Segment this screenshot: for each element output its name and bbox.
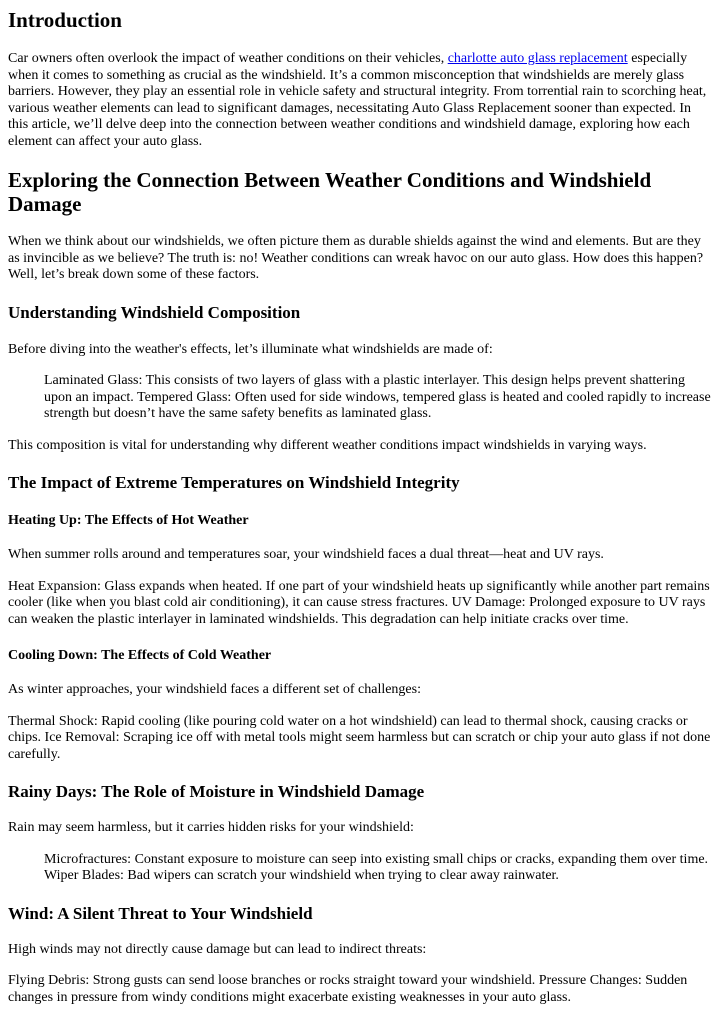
cold-weather-intro: As winter approaches, your windshield faces a different set of challenges: (8, 682, 421, 697)
rain-heading: Rainy Days: The Role of Moisture in Windshield Damage (8, 782, 425, 801)
rain-paragraph: Rain may seem harmless, but it carries hidden risks for your windshield: (8, 820, 414, 835)
composition-heading: Understanding Windshield Composition (8, 302, 301, 322)
temperatures-heading: The Impact of Extreme Temperatures on Windshield Integrity (8, 473, 460, 492)
intro-paragraph (8, 51, 712, 150)
hot-weather-heading: Heating Up: The Effects of Hot Weather (8, 513, 249, 528)
wind-heading: Wind: A Silent Threat to Your Windshield (8, 903, 313, 923)
hot-weather-details: Heat Expansion: Glass expands when heated. If one part of your windshield heats up significantly while another part remains cooler (like when you blast cold air conditioning), it can cause stress fractures. UV Damage: Prolonged exposure to UV rays can weaken the plastic interlayer in laminated windshields. This degradation can help initiate cracks over time. (8, 578, 710, 627)
exploring-heading: Exploring the Connection Between Weather Conditions and Windshield Damage (8, 168, 652, 216)
exploring-paragraph: When we think about our windshields, we often picture them as durable shields against the wind and elements. But are they as invincible as we believe? The truth is: no! Weather conditions can wreak havoc on our auto glass. How does this happen? Well, let’s break down some of these factors. (8, 234, 704, 282)
cold-weather-details: Thermal Shock: Rapid cooling (like pouring cold water on a hot windshield) can lead to thermal shock, causing cracks or chips. Ice Removal: Scraping ice off with metal tools might seem harmless but can scratch or chip your auto glass if not done carefully. (8, 713, 711, 762)
intro-text-after-link: especially when it comes to something as crucial as the windshield. It’s a common misconception that windshields are merely glass barriers. However, they play an essential role in vehicle safety and structural integrity. From torrential rain to scorching heat, various weather elements can lead to significant damages, necessitating Auto Glass Replacement sooner than expected. In this article, we’ll delve deep into the connection between weather conditions and windshield damage, exploring how each element can affect your auto glass. (8, 51, 707, 149)
composition-note: This composition is vital for understanding why different weather conditions impact windshields in varying ways. (8, 437, 647, 453)
composition-paragraph: Before diving into the weather's effects, let’s illuminate what windshields are made of: (8, 341, 493, 357)
charlotte-auto-glass-link[interactable]: charlotte auto glass replacement (447, 51, 628, 66)
wind-details: Flying Debris: Strong gusts can send loose branches or rocks straight toward your windshield. Pressure Changes: Sudden changes in pressure from windy conditions might exacerbate existing weaknesses in your auto glass. (8, 973, 688, 1005)
wind-intro: High winds may not directly cause damage but can lead to indirect threats: (8, 941, 427, 957)
hot-weather-intro: When summer rolls around and temperatures soar, your windshield faces a dual threat—heat and UV rays. (8, 547, 604, 562)
rain-blockquote: Microfractures: Constant exposure to moisture can seep into existing small chips or cracks, expanding them over time. Wiper Blades: Bad wipers can scratch your windshield when trying to clear away rainwater. (44, 851, 709, 883)
intro-heading: Introduction (8, 8, 122, 32)
glass-types-blockquote: Laminated Glass: This consists of two layers of glass with a plastic interlayer. This design helps prevent shattering upon an impact. Tempered Glass: Often used for side windows, tempered glass is heated and cooled rapidly to increase strength but doesn’t have the same safety benefits as laminated glass. (44, 373, 711, 421)
cold-weather-heading: Cooling Down: The Effects of Cold Weather (8, 648, 272, 663)
article (0, 8, 720, 1006)
intro-text-before-link: Car owners often overlook the impact of weather conditions on their vehicles, (8, 51, 448, 66)
